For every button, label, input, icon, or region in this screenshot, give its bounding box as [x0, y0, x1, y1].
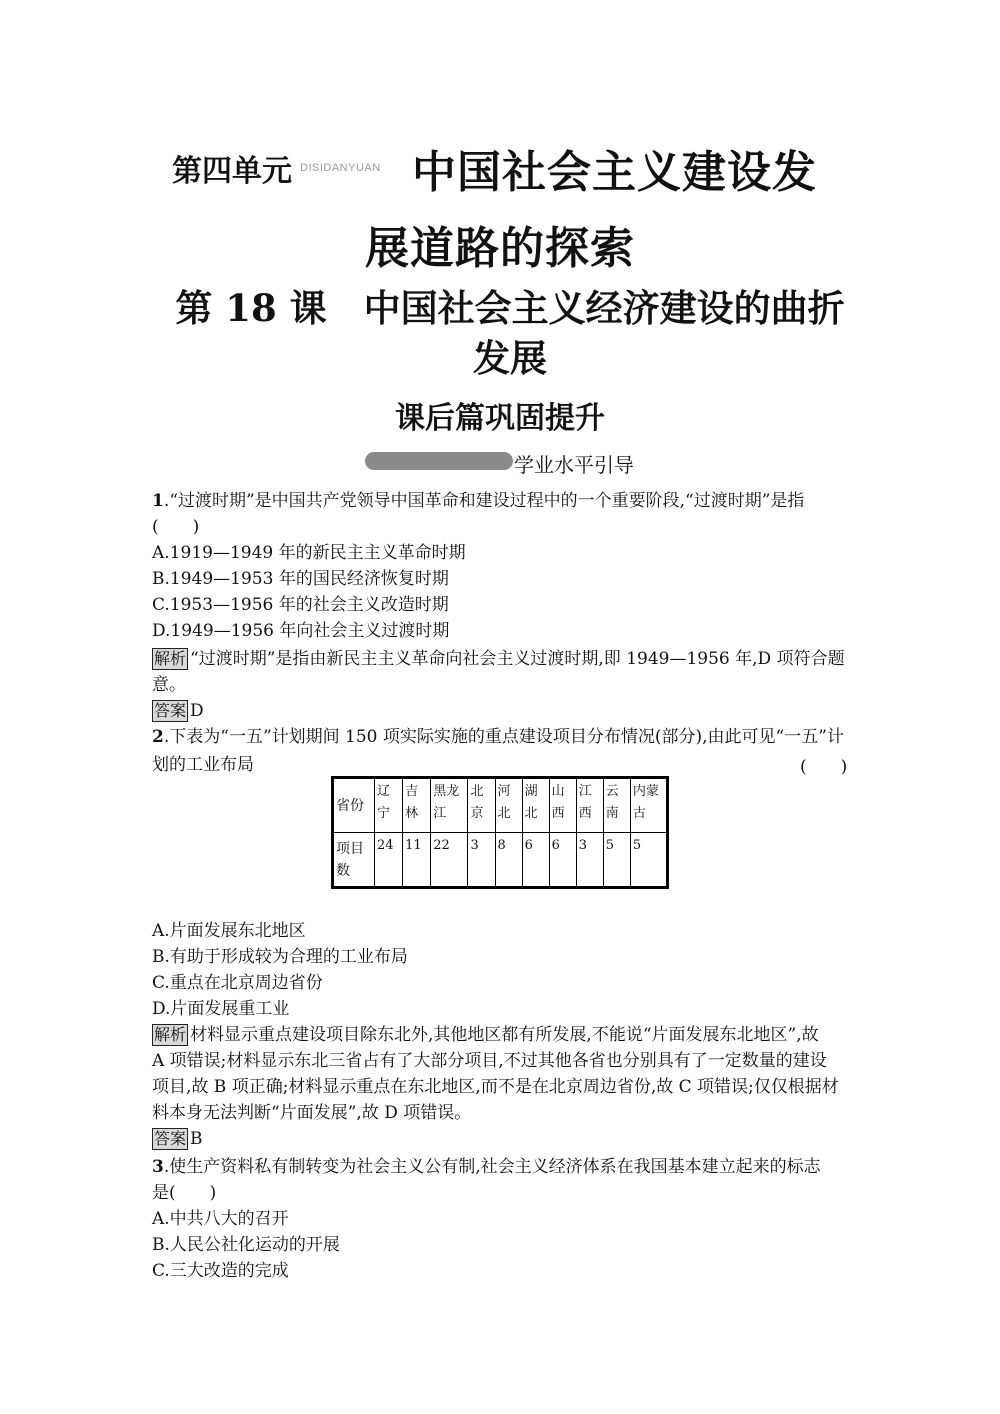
q1-analysis-line2: 意。	[152, 675, 186, 695]
q2-analysis-text: 材料显示重点建设项目除东北外,其他地区都有所发展,不能说“片面发展东北地区”,故	[190, 1025, 819, 1045]
table-row	[333, 833, 668, 888]
table-cell: 3	[468, 833, 495, 888]
table-cell: 3	[576, 833, 603, 888]
unit-title-line2: 展道路的探索	[365, 223, 635, 274]
answer-tag: 答案	[154, 701, 187, 720]
q1-option-c: C.1953—1956 年的社会主义改造时期	[152, 595, 449, 615]
table-cell: 5	[630, 833, 667, 888]
answer-tag: 答案	[154, 1129, 187, 1148]
table-cell: 22	[431, 833, 468, 888]
q3-option-a: A.中共八大的召开	[152, 1209, 289, 1229]
q2-analysis-line3: 项目,故 B 项正确;材料显示重点在东北地区,而不是在北京周边省份,故 C 项错误;仅仅根据材	[152, 1077, 839, 1097]
table-cell: 5	[603, 833, 630, 888]
table-cell: 6	[522, 833, 549, 888]
q1-analysis-text: “过渡时期”是指由新民主主义革命向社会主义过渡时期,即 1949—1956 年,D 项符合题	[190, 649, 845, 669]
q2-option-d: D.片面发展重工业	[152, 999, 290, 1019]
q1-stem-line1	[152, 488, 804, 514]
table-row	[333, 778, 668, 833]
q1-option-a: A.1919—1949 年的新民主主义革命时期	[152, 543, 466, 563]
q2-number: 2	[152, 727, 164, 747]
q1-stem-text: .“过渡时期”是中国共产党领导中国革命和建设过程中的一个重要阶段,“过渡时期”是指	[163, 491, 805, 511]
q2-option-a: A.片面发展东北地区	[152, 921, 306, 941]
table-cell: 11	[403, 833, 431, 888]
table-header-count: 项目数	[333, 833, 375, 888]
q2-option-c: C.重点在北京周边省份	[152, 973, 323, 993]
q3-number: 3	[152, 1157, 164, 1177]
q3-option-c: C.三大改造的完成	[152, 1261, 289, 1281]
q2-answer-value: B	[190, 1129, 203, 1149]
table-cell: 8	[495, 833, 522, 888]
section-title: 课后篇巩固提升	[395, 401, 605, 436]
table-cell: 黑龙江	[431, 778, 468, 833]
q2-answer-paren: ( )	[800, 757, 848, 777]
q1-stem-line2: ( )	[152, 517, 200, 537]
table-cell: 6	[549, 833, 576, 888]
unit-pinyin: DISIDANYUAN	[300, 162, 381, 174]
q1-number: 1	[152, 491, 164, 511]
q3-stem-line1	[152, 1154, 821, 1180]
q2-stem-text: .下表为“一五”计划期间 150 项实际实施的重点建设项目分布情况(部分),由此可见“一五”计	[163, 727, 844, 747]
q1-answer-value: D	[190, 701, 204, 721]
q3-stem-text: .使生产资料私有制转变为社会主义公有制,社会主义经济体系在我国基本建立起来的标志	[163, 1157, 821, 1177]
analysis-tag: 解析	[154, 1025, 187, 1044]
section-bar-decoration	[365, 452, 513, 470]
q2-stem-line1	[152, 724, 844, 750]
analysis-tag: 解析	[154, 649, 187, 668]
q2-stem-line2: 划的工业布局	[152, 755, 254, 775]
q1-analysis-line1	[152, 646, 845, 672]
table-cell: 山西	[549, 778, 576, 833]
unit-title: 中国社会主义建设发	[412, 147, 817, 198]
q2-analysis-line1	[152, 1022, 819, 1048]
q2-answer	[152, 1126, 203, 1152]
lesson-title: 第 18 课 中国社会主义经济建设的曲折发展	[175, 286, 845, 380]
table-cell: 吉林	[403, 778, 431, 833]
q2-analysis-line2: A 项错误;材料显示东北三省占有了大部分项目,不过其他各省也分别具有了一定数量的建设	[152, 1051, 827, 1071]
section-subtitle: 学业水平引导	[514, 453, 634, 477]
table-cell: 辽宁	[375, 778, 403, 833]
q1-answer	[152, 698, 204, 724]
table-header-province: 省份	[333, 778, 375, 833]
table-cell: 河北	[495, 778, 522, 833]
q2-analysis-line4: 料本身无法判断“片面发展”,故 D 项错误。	[152, 1103, 472, 1123]
table-cell: 24	[375, 833, 403, 888]
unit-label: 第四单元	[172, 154, 292, 189]
q3-stem-line2: 是( )	[152, 1183, 217, 1203]
table-cell: 云南	[603, 778, 630, 833]
unit-header	[0, 136, 1000, 196]
q1-option-d: D.1949—1956 年向社会主义过渡时期	[152, 621, 450, 641]
q2-option-b: B.有助于形成较为合理的工业布局	[152, 947, 408, 967]
q3-option-b: B.人民公社化运动的开展	[152, 1235, 340, 1255]
q1-option-b: B.1949—1953 年的国民经济恢复时期	[152, 569, 449, 589]
table-cell: 江西	[576, 778, 603, 833]
province-projects-table	[331, 776, 669, 889]
table-cell: 湖北	[522, 778, 549, 833]
table-cell: 内蒙古	[630, 778, 667, 833]
table-cell: 北京	[468, 778, 495, 833]
